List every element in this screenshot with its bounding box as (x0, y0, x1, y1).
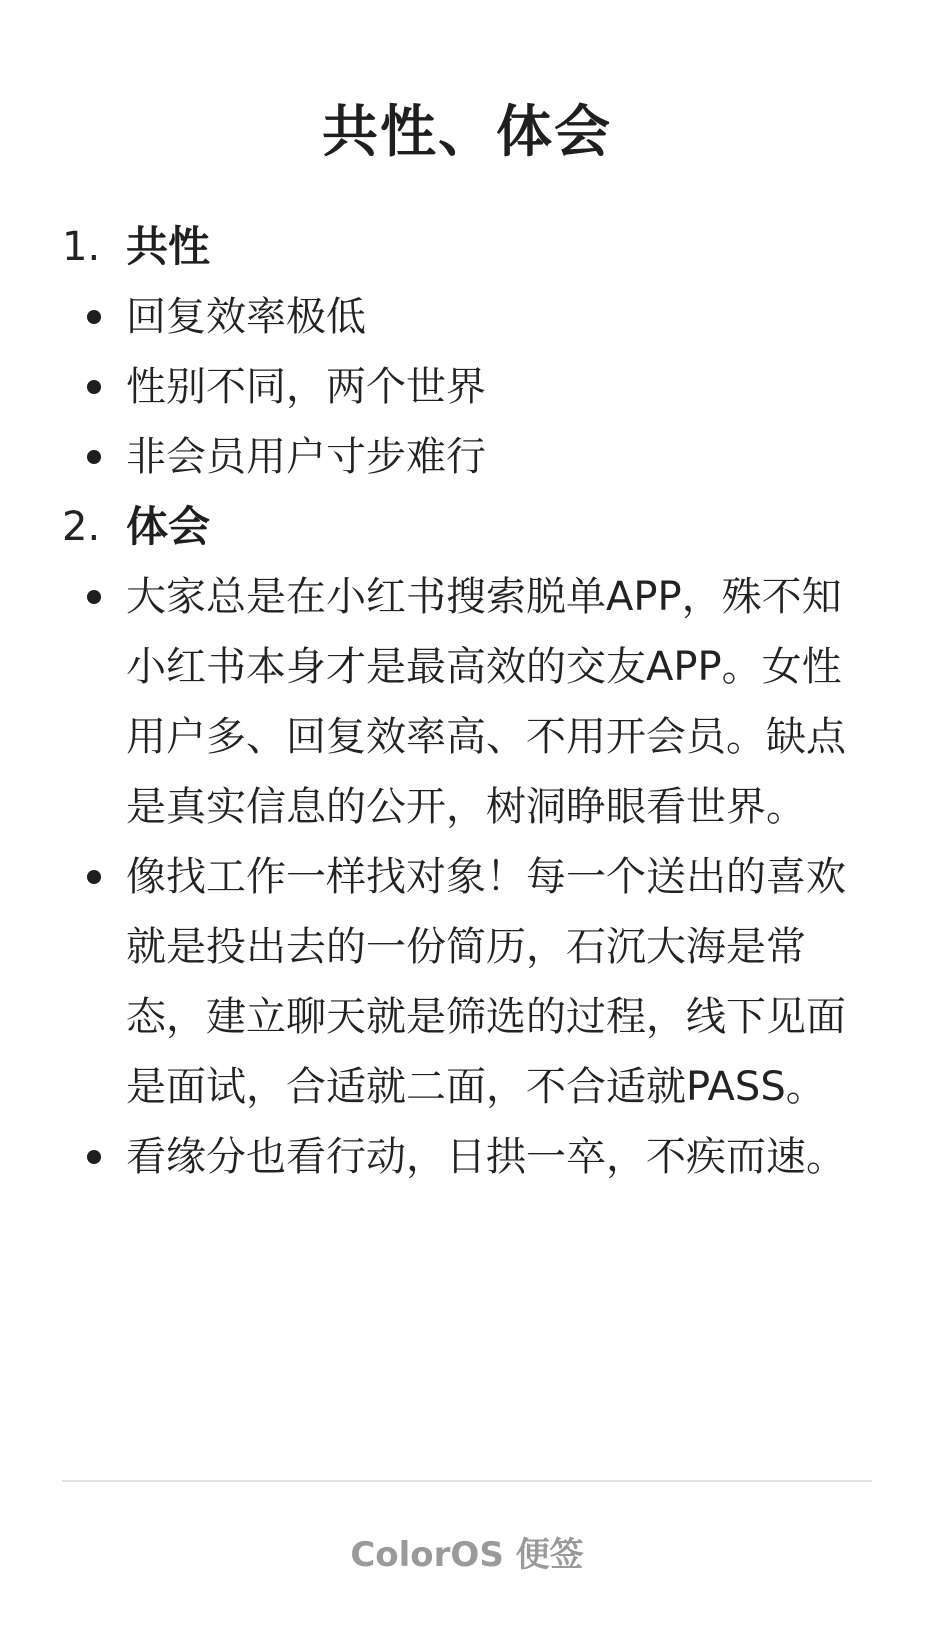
list-item (62, 422, 882, 492)
list-item (62, 842, 882, 1122)
list-item (62, 282, 882, 352)
list-item-text: 性别不同，两个世界 (126, 364, 486, 410)
section-label: 共性 (126, 222, 211, 271)
list-item-text: 看缘分也看行动，日拱一卒，不疾而速。 (126, 1134, 846, 1180)
section-heading (62, 492, 882, 562)
list-item (62, 1122, 882, 1192)
list-item-text: 大家总是在小红书搜索脱单APP，殊不知小红书本身才是最高效的交友APP。女性用户多、回复效率高、不用开会员。缺点是真实信息的公开，树洞睁眼看世界。 (126, 574, 846, 830)
bullet-dot-icon (87, 310, 101, 324)
section-heading (62, 212, 882, 282)
section-label: 体会 (126, 502, 211, 551)
note-title: 共性、体会 (322, 100, 612, 165)
bullet-dot-icon (87, 590, 101, 604)
list-item-text: 非会员用户寸步难行 (126, 434, 486, 480)
bullet-dot-icon (87, 450, 101, 464)
list-item (62, 352, 882, 422)
bullet-dot-icon (87, 870, 101, 884)
section-number: 1. (62, 224, 101, 270)
footer-app-name: ColorOS 便签 (350, 1535, 584, 1575)
bullet-dot-icon (87, 1150, 101, 1164)
note-content (62, 212, 882, 1192)
list-item-text: 回复效率极低 (126, 294, 366, 340)
section-number: 2. (62, 504, 101, 550)
section-commonality (62, 212, 882, 492)
list-item (62, 562, 882, 842)
section-experience (62, 492, 882, 1192)
footer-divider (62, 1480, 872, 1482)
list-item-text: 像找工作一样找对象！每一个送出的喜欢就是投出去的一份简历，石沉大海是常态，建立聊天就是筛选的过程，线下见面是面试，合适就二面，不合适就PASS。 (126, 854, 846, 1110)
bullet-dot-icon (87, 380, 101, 394)
